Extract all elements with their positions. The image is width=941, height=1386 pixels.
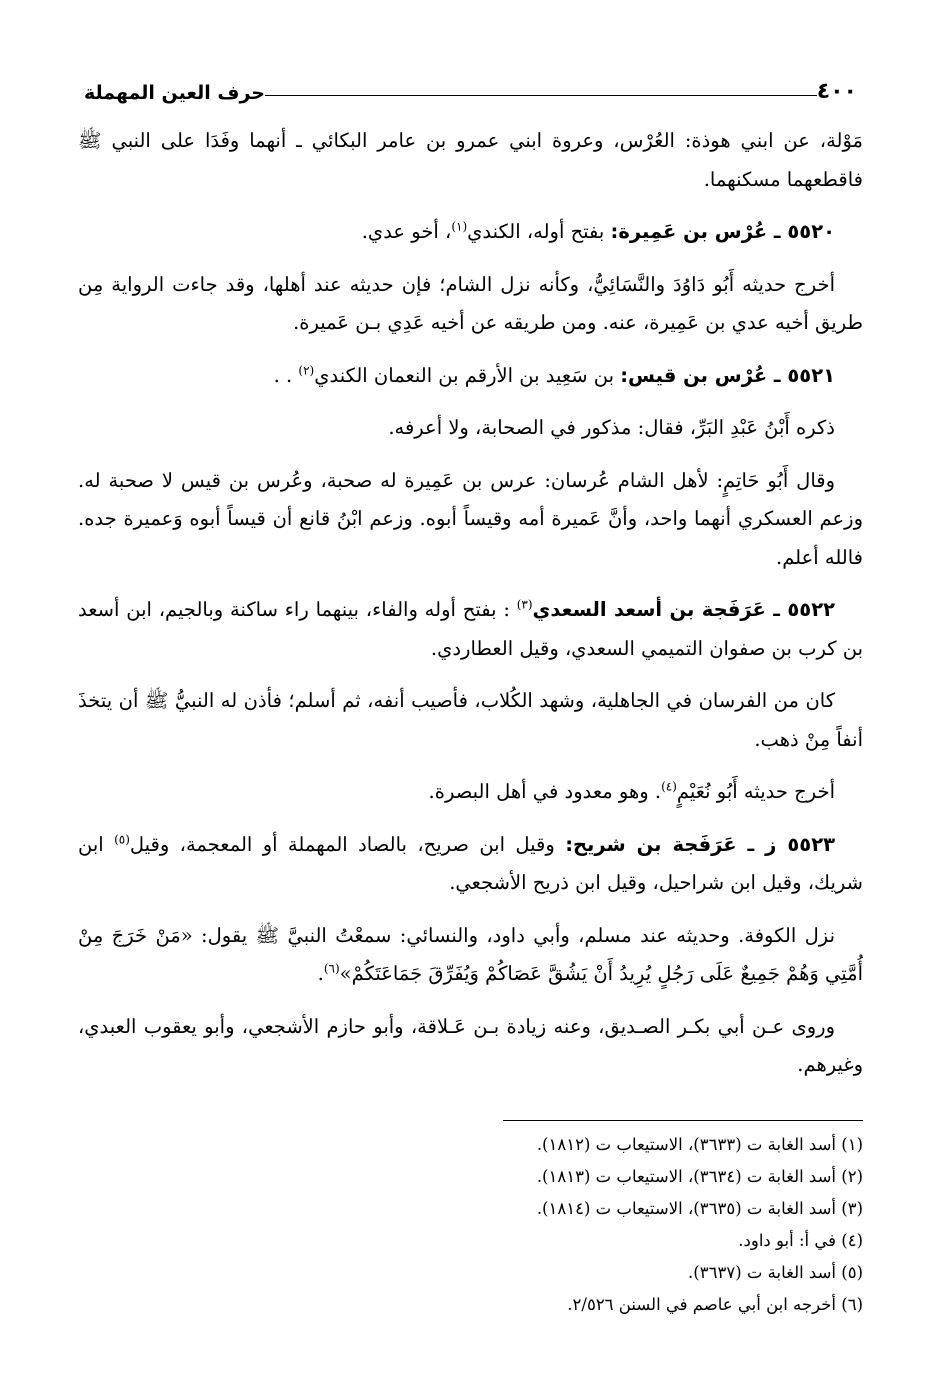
paragraph: أخرج حديثه أَبُو دَاوُدَ والنَّسَائِيُّ، وكأنه نزل الشام؛ فإن حديثه عند أهلها، وقد جاءت الرواية مِن طريق أخيه عدي بن عَمِيرة، عنه. ومن طريقه عن أخيه عَدِي بـن عَميرة. (78, 272, 863, 334)
page-header (78, 76, 865, 104)
footnote-ref: (٣) (516, 597, 533, 612)
footnote: (٣) أسد الغابة ت (٣٦٣٥)، الاستيعاب ت (١٨١٤). (536, 1199, 863, 1218)
entry-paragraph: ٥٥٢٢ ـ عَرَفَجة بن أسعد السعدي$^{(٣)}$ : بفتح أوله والفاء، بينهما راء ساكنة وبالجيم، ابن أسعد بن كرب بن صفوان التميمي السعدي، وقيل العطاردي. (78, 597, 863, 660)
entry-paragraph: ٥٥٢٠ ـ عُرْس بن عَمِيرة: بفتح أوله، الكندي$^{(١)}$، أخو عدي. (361, 219, 835, 243)
footnote: (٢) أسد الغابة ت (٣٦٣٤)، الاستيعاب ت (١٨١٣). (536, 1167, 863, 1186)
entry-paragraph: ٥٥٢١ ـ عُرْس بن قيس: بن سَعِيد بن الأرقم بن النعمان الكندي$^{(٢)}$ . . (273, 363, 835, 387)
footnote-ref: (٦) (323, 961, 340, 976)
paragraph: وقال أَبُو حَاتِمٍ: لأهل الشام عُرسان: عرس بن عَمِيرة له صحبة، وعُرس بن قيس لا صحبة له. وزعم العسكري أنهما واحد، وأنَّ عَميرة أمه وقيساً أبوه. وزعم ابْنُ قانع أن قيساً أبوه وَعميرة جده. فالله أعلم. (78, 468, 863, 569)
footnote-ref: (٤) (661, 779, 677, 794)
entry-paragraph: ٥٥٢٣ ز ـ عَرَفَجة بن شريح: وقيل ابن صريح، بالصاد المهملة أو المعجمة، وقيل$^{(٥)}$ ابن شريك، وقيل ابن شراحيل، وقيل ابن ذريح الأشجعي. (78, 832, 863, 894)
footnote: (٦) أخرجه ابن أبي عاصم في السنن ٢/٥٢٦. (567, 1295, 863, 1314)
footnote-ref: (٥) (114, 832, 130, 846)
entry-heading: ٥٥٢٣ ز ـ عَرَفَجة بن شريح: (565, 832, 835, 856)
entry-heading: ٥٥٢١ ـ عُرْس بن قيس: (620, 363, 835, 387)
paragraph: كان من الفرسان في الجاهلية، وشهد الكُلاب، فأصيب أنفه، ثم أسلم؛ فأذن له النبيُّ ﷺ أن يتخذَ أنفاً مِنْ ذهب. (78, 689, 863, 751)
paragraph: نزل الكوفة. وحديثه عند مسلم، وأبي داود، والنسائي: سمعْتُ النبيَّ ﷺ يقول: «مَنْ خَرَجَ مِنْ أُمَّتِي وَهُمْ جَمِيعٌ عَلَى رَجُلٍ يُرِيدُ أَنْ يَشُقَّ عَصَاكُمْ وَيُفَرِّقَ جَمَاعَتَكُمْ»$^{(٦)}$. (78, 923, 863, 985)
paragraph: مَوْلة، عن ابني هوذة: العُرْس، وعروة ابني عمرو بن عامر البكائي ـ أنهما وفَدَا على النبي ﷺ فاقطعهما مسكنهما. (78, 129, 863, 191)
footnote-ref: (١) (451, 219, 468, 234)
footnote: (١) أسد الغابة ت (٣٦٣٣)، الاستيعاب ت (١٨١٢). (536, 1135, 863, 1154)
footnote-ref: (٢) (298, 363, 315, 377)
footnote: (٤) في أ: أبو داود. (738, 1231, 863, 1250)
paragraph: ذكره أَبْنُ عَبْدِ البَرِّ، فقال: مذكور في الصحابة، ولا أعرفه. (388, 416, 835, 439)
paragraph: أخرج حديثه أَبُو نُعَيْمٍ$^{(٤)}$. وهو معدود في أهل البصرة. (428, 779, 835, 803)
main-text (78, 122, 863, 1099)
page-number: ٤٠٠ (816, 79, 857, 104)
paragraph: وروى عـن أبي بكـر الصـديق، وعنه زيادة بـن عَـلاقة، وأبو حازم الأشجعي، وأبو يعقوب العبدي، وغيرهم. (78, 1014, 863, 1076)
entry-heading: ٥٥٢٢ ـ عَرَفَجة بن أسعد السعدي (532, 598, 835, 621)
footnote-rule (503, 1120, 863, 1121)
running-title: حرف العين المهملة (84, 82, 265, 104)
header-rule (265, 95, 817, 96)
footnotes (300, 1120, 863, 1321)
footnote: (٥) أسد الغابة ت (٣٦٣٧). (688, 1263, 863, 1282)
entry-heading: ٥٥٢٠ ـ عُرْس بن عَمِيرة: (610, 220, 835, 243)
